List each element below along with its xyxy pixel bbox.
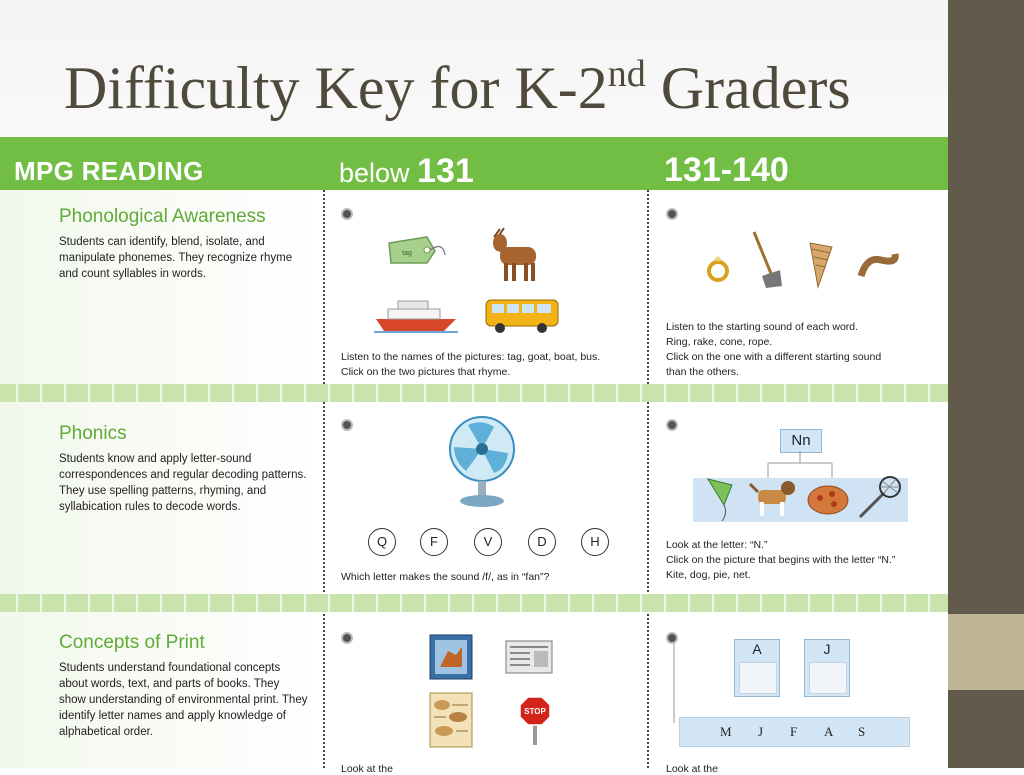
side-accent bbox=[948, 614, 1024, 690]
letter-option-v[interactable]: V bbox=[474, 528, 502, 556]
letter-card-j[interactable] bbox=[804, 639, 850, 697]
stop-sign-icon[interactable] bbox=[518, 695, 552, 745]
stop-sign-text: STOP bbox=[524, 707, 546, 716]
section-title-phonological: Phonological Awareness bbox=[59, 206, 266, 227]
section-title-phonics: Phonics bbox=[59, 423, 127, 444]
boat-icon[interactable] bbox=[374, 295, 458, 335]
caption-line: Ring, rake, cone, rope. bbox=[666, 336, 773, 348]
speaker-icon[interactable] bbox=[666, 208, 678, 220]
header-below-131 bbox=[339, 152, 474, 191]
letter-nn-box: Nn bbox=[780, 429, 822, 453]
dog-icon[interactable] bbox=[748, 478, 796, 518]
letter-option-h[interactable]: H bbox=[581, 528, 609, 556]
speaker-icon[interactable] bbox=[341, 208, 353, 220]
letter-card-a[interactable] bbox=[734, 639, 780, 697]
letter-tile-m[interactable]: M bbox=[720, 724, 732, 739]
speaker-icon[interactable] bbox=[341, 419, 353, 431]
letter-tile-s[interactable]: S bbox=[858, 724, 866, 739]
tag-icon[interactable] bbox=[385, 233, 449, 267]
caption-concepts-col2-cut: Look at the bbox=[666, 763, 718, 775]
caption-line: Listen to the names of the pictures: tag, goat, boat, bus. bbox=[341, 351, 601, 363]
tag-text: tag bbox=[402, 250, 412, 257]
row-separator-2 bbox=[0, 594, 948, 612]
caption-line: Click on the two pictures that rhyme. bbox=[341, 366, 511, 378]
table-header bbox=[0, 137, 948, 190]
caption-line: Listen to the starting sound of each word. bbox=[666, 321, 859, 333]
letter-card-slot bbox=[739, 662, 777, 694]
caption-concepts-col1-cut: Look at the bbox=[341, 763, 393, 775]
rope-icon[interactable] bbox=[857, 250, 901, 282]
ring-icon[interactable] bbox=[704, 253, 732, 283]
letter-card-label: J bbox=[823, 641, 831, 657]
letter-tile-a[interactable]: A bbox=[824, 724, 834, 739]
menu-icon[interactable] bbox=[428, 691, 474, 749]
title-main: Difficulty Key for K-2 bbox=[64, 55, 608, 121]
header-range: 131-140 bbox=[664, 151, 789, 189]
connector-lines bbox=[760, 451, 840, 479]
letter-card-slot bbox=[809, 662, 847, 694]
fan-icon[interactable] bbox=[446, 415, 518, 509]
letter-tile-row bbox=[679, 717, 910, 747]
caption-phonics-col2 bbox=[666, 538, 895, 583]
caption-phonics-col1: Which letter makes the sound /f/, as in “fan”? bbox=[341, 571, 550, 583]
book-icon[interactable] bbox=[428, 633, 474, 681]
rake-icon[interactable] bbox=[750, 230, 784, 292]
speaker-icon[interactable] bbox=[341, 632, 353, 644]
caption-line: Look at the letter: “N.” bbox=[666, 539, 768, 551]
letter-tile-f[interactable]: F bbox=[790, 724, 798, 739]
letter-option-f[interactable]: F bbox=[420, 528, 448, 556]
letter-tile-j[interactable]: J bbox=[758, 724, 764, 739]
newspaper-icon[interactable] bbox=[504, 637, 554, 677]
speaker-icon[interactable] bbox=[666, 419, 678, 431]
column-divider-1 bbox=[323, 190, 325, 768]
caption-line: Kite, dog, pie, net. bbox=[666, 569, 751, 581]
letter-option-d[interactable]: D bbox=[528, 528, 556, 556]
section-desc-concepts-of-print: Students understand foundational concepts about words, text, and parts of books. They show understanding of environmental print. They identify letter names and apply knowledge of alphabetical order. bbox=[59, 662, 308, 738]
connector-line bbox=[664, 643, 684, 723]
section-title-concepts-of-print: Concepts of Print bbox=[59, 632, 205, 653]
bus-icon[interactable] bbox=[484, 296, 560, 336]
caption-line: Click on the one with a different starting sound bbox=[666, 351, 882, 363]
header-below-prefix: below bbox=[339, 158, 418, 188]
title-superscript: nd bbox=[607, 53, 646, 95]
caption-phonological-col2 bbox=[666, 320, 881, 380]
column-divider-2 bbox=[647, 190, 649, 768]
row-separator-1 bbox=[0, 384, 948, 402]
pie-icon[interactable] bbox=[806, 482, 850, 516]
cone-icon[interactable] bbox=[806, 239, 836, 289]
title-tail: Graders bbox=[645, 55, 851, 121]
letter-card-label: A bbox=[752, 641, 762, 657]
section-desc-phonics: Students know and apply letter-sound correspondences and regular decoding patterns. They use spelling patterns, rhyming, and syllabication rules to decode words. bbox=[59, 453, 307, 513]
section-desc-phonological: Students can identify, blend, isolate, and manipulate phonemes. They recognize rhyme and count syllables in words. bbox=[59, 236, 293, 280]
caption-line: than the others. bbox=[666, 366, 739, 378]
caption-line: Click on the picture that begins with the letter “N.” bbox=[666, 554, 896, 566]
slide-title bbox=[64, 53, 851, 121]
net-icon[interactable] bbox=[856, 475, 904, 519]
goat-icon[interactable] bbox=[486, 225, 546, 285]
kite-icon[interactable] bbox=[702, 475, 740, 523]
header-mpg-reading: MPG READING bbox=[14, 156, 204, 186]
difficulty-table bbox=[0, 137, 948, 775]
letter-option-q[interactable]: Q bbox=[368, 528, 396, 556]
header-below-number: 131 bbox=[417, 152, 474, 190]
caption-phonological-col1 bbox=[341, 350, 600, 380]
